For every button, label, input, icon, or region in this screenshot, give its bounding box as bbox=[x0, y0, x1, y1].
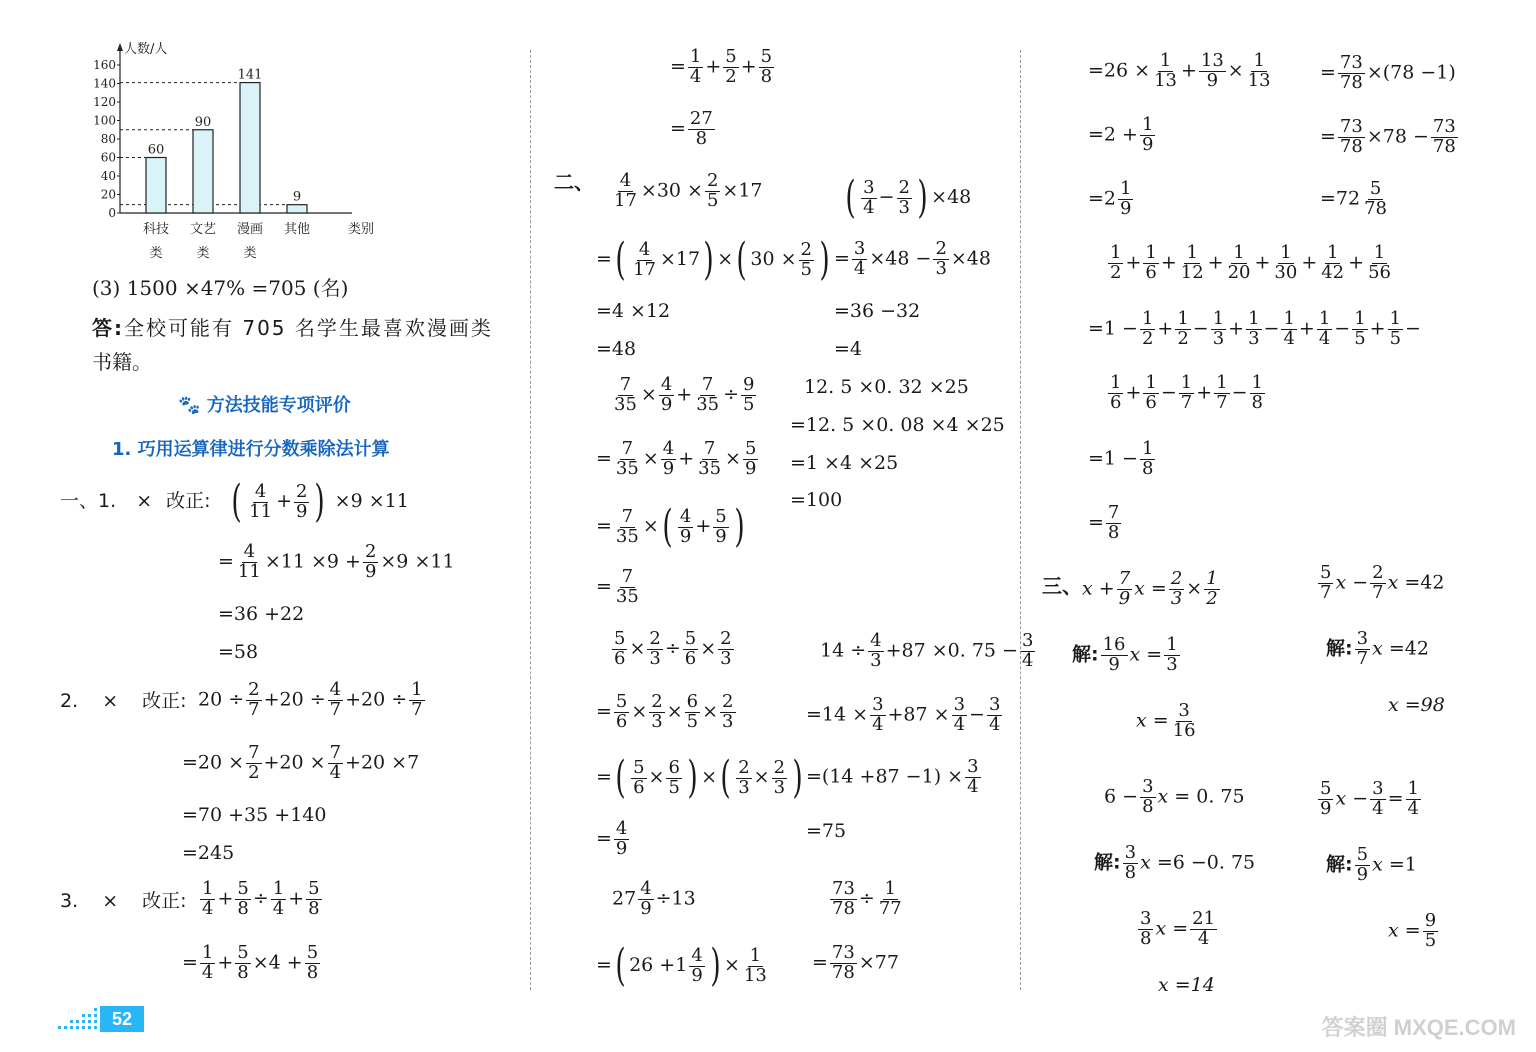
eq1: x + $\frac{7}{9}$ x = $\frac{2}{3}$ × $\frac{1}{2}$ bbox=[1082, 568, 1218, 609]
bar bbox=[240, 83, 260, 213]
eq3-step2: $\frac{3}{8}$ x = $\frac{21}{4}$ bbox=[1140, 908, 1216, 949]
q2h-expr: $\frac{73}{78}$ ÷ $\frac{1}{77}$ bbox=[832, 878, 902, 919]
eq3-rhs: = 0. 75 bbox=[1174, 785, 1245, 808]
category-label: 漫画 bbox=[236, 222, 264, 237]
q2e-step2: =( $\frac{5}{6}$ × $\frac{6}{5}$ ) ×( $\frac{2}{3}$ × $\frac{2}{3}$ ) bbox=[596, 752, 803, 803]
y-tick-label: 0 bbox=[108, 206, 116, 220]
problem-2-step3: =245 bbox=[182, 842, 235, 864]
q2b-expr: ( $\frac{3}{4}$ − $\frac{2}{3}$ ) ×48 bbox=[845, 172, 972, 223]
column-divider bbox=[1020, 50, 1021, 990]
q2f-step3: =75 bbox=[806, 820, 847, 842]
paw-icon: 🐾 bbox=[178, 395, 201, 416]
problem-1-expr: ( $\frac{4}{11}$ + $\frac{2}{9}$ ) ×9 ×11 bbox=[231, 476, 409, 527]
q2a-step1: =( $\frac{4}{17}$ ×17) ×( 30 × $\frac{2}{5}$ ) bbox=[596, 234, 830, 285]
page-number: 52 bbox=[100, 1006, 144, 1032]
category-label: 其他 bbox=[283, 222, 311, 237]
answer-line bbox=[92, 318, 493, 338]
eq3-step1: 解: $\frac{3}{8}$ x =6 −0. 75 bbox=[1094, 842, 1256, 883]
problem-2-step1: =20 × $\frac{7}{2}$ +20 × $\frac{7}{4}$ +20 ×7 bbox=[182, 742, 420, 783]
y-tick-label: 140 bbox=[93, 76, 116, 91]
category-label: 类 bbox=[243, 246, 257, 261]
y-tick-label: 160 bbox=[93, 58, 116, 72]
answer-line-2: 书籍。 bbox=[92, 350, 152, 374]
fix-label: 改正: bbox=[142, 890, 187, 912]
q2i-step1: =1 − $\frac{1}{2}$ + $\frac{1}{2}$ − $\frac{1}{3}$ + $\frac{1}{3}$ − $\frac{1}{4}$ + $\frac{1}{4}$ − $\frac{1}{5}$ + $\frac{1}{5}$ − bbox=[1088, 308, 1421, 349]
q2d-step3: =100 bbox=[790, 489, 843, 511]
data-label: 141 bbox=[237, 67, 263, 83]
column-divider bbox=[530, 50, 531, 990]
bar bbox=[146, 158, 166, 214]
y-tick-label: 80 bbox=[100, 132, 116, 146]
q2g-expr: 27 $\frac{4}{9}$ ÷13 bbox=[612, 878, 696, 919]
q2h-step1: = $\frac{73}{78}$ ×77 bbox=[812, 942, 899, 983]
problem-2-step2: =70 +35 +140 bbox=[182, 804, 327, 826]
page-dots-decoration bbox=[56, 1006, 98, 1032]
cont-step1: = $\frac{1}{4}$ + $\frac{5}{2}$ + $\frac{5}{8}$ bbox=[670, 46, 773, 87]
q2a-step2: =4 ×12 bbox=[596, 300, 671, 322]
q2b-step2: =36 −32 bbox=[834, 300, 921, 322]
q2e-step1: = $\frac{5}{6}$ × $\frac{2}{3}$ × $\frac{6}{5}$ × $\frac{2}{3}$ bbox=[596, 691, 734, 732]
eq4-step2: x = $\frac{9}{5}$ bbox=[1388, 910, 1437, 951]
y-tick-label: 40 bbox=[100, 169, 116, 183]
q2c-step1: = $\frac{7}{35}$ × $\frac{4}{9}$ + $\frac{7}{35}$ × $\frac{5}{9}$ bbox=[596, 438, 757, 479]
q2e-expr: $\frac{5}{6}$ × $\frac{2}{3}$ ÷ $\frac{5}{6}$ × $\frac{2}{3}$ bbox=[614, 628, 732, 669]
q2c-step3: = $\frac{7}{35}$ bbox=[596, 566, 639, 607]
q2g-step2: =26 × $\frac{1}{13}$ + $\frac{13}{9}$ × $\frac{1}{13}$ bbox=[1088, 50, 1271, 91]
answer-label: 答: bbox=[92, 316, 124, 340]
watermark: 答案圈 MXQE.COM bbox=[1321, 1015, 1516, 1040]
q2h-step4: =72 $\frac{5}{78}$ bbox=[1320, 178, 1388, 219]
problem-3-head bbox=[60, 892, 187, 911]
problem-3-expr: $\frac{1}{4}$ + $\frac{5}{8}$ ÷ $\frac{1}{4}$ + $\frac{5}{8}$ bbox=[202, 878, 320, 919]
eq3-step3: x =14 bbox=[1158, 974, 1215, 996]
problem-1-step2: =36 +22 bbox=[218, 603, 305, 625]
problem-3-step1: = $\frac{1}{4}$ + $\frac{5}{8}$ ×4 + $\frac{5}{8}$ bbox=[182, 942, 319, 983]
x-axis-label: 类别 bbox=[348, 222, 375, 237]
q2b-step1: = $\frac{3}{4}$ ×48 − $\frac{2}{3}$ ×48 bbox=[834, 238, 991, 279]
section-title bbox=[178, 397, 351, 415]
category-label: 科技 bbox=[142, 222, 170, 237]
section-title-text: 方法技能专项评价 bbox=[206, 395, 351, 416]
q2d-expr: 12. 5 ×0. 32 ×25 bbox=[804, 376, 969, 398]
solve-label: 解: bbox=[1072, 643, 1099, 666]
eq1-step1: 解: $\frac{16}{9}$ x = $\frac{1}{3}$ bbox=[1072, 634, 1178, 675]
bar bbox=[287, 205, 307, 213]
q2i-expr: $\frac{1}{2}$ + $\frac{1}{6}$ + $\frac{1}{12}$ + $\frac{1}{20}$ + $\frac{1}{30}$ + $\frac{1}{42}$ + $\frac{1}{56}$ bbox=[1110, 242, 1391, 283]
fix-label: 改正: bbox=[142, 690, 187, 712]
data-label: 9 bbox=[292, 189, 302, 205]
column-left bbox=[0, 0, 520, 1052]
eq2-step1: 解: $\frac{3}{7}$ x =42 bbox=[1326, 628, 1429, 669]
bar bbox=[193, 130, 213, 213]
y-axis-arrow bbox=[117, 43, 123, 51]
problem-2-expr: 20 ÷ $\frac{2}{7}$ +20 ÷ $\frac{4}{7}$ +20 ÷ $\frac{1}{7}$ bbox=[198, 679, 423, 720]
category-label: 文艺 bbox=[189, 222, 217, 237]
y-axis-label: 人数/人 bbox=[124, 42, 168, 57]
problem-1-step3: =58 bbox=[218, 641, 259, 663]
q2f-expr: 14 ÷ $\frac{4}{3}$ +87 ×0. 75 − $\frac{3}{4}$ bbox=[820, 630, 1034, 671]
q2i-step3: = $\frac{7}{8}$ bbox=[1088, 502, 1120, 543]
q2a-step3: =48 bbox=[596, 338, 637, 360]
q2h-step4-text: =72 bbox=[1320, 187, 1361, 210]
mark-wrong: × bbox=[136, 490, 153, 512]
eq1-step2: x = $\frac{3}{16}$ bbox=[1136, 700, 1196, 741]
y-tick-label: 60 bbox=[100, 150, 116, 165]
solve-label: 解: bbox=[1326, 637, 1353, 660]
category-label: 类 bbox=[196, 246, 210, 261]
q2h-step2-text: ×(78 −1) bbox=[1366, 61, 1456, 84]
q2a-expr: $\frac{4}{17}$ ×30 × $\frac{2}{5}$ ×17 bbox=[614, 170, 763, 211]
problem-1-label: 一、1. bbox=[60, 490, 117, 512]
mark-wrong: × bbox=[102, 890, 119, 912]
data-label: 90 bbox=[194, 114, 212, 130]
q2g-step4: =2 $\frac{1}{9}$ bbox=[1088, 178, 1132, 219]
q2f-step1: =14 × $\frac{3}{4}$ +87 × $\frac{3}{4}$ − $\frac{3}{4}$ bbox=[806, 694, 1001, 735]
section-3-label: 三、 bbox=[1042, 574, 1082, 598]
problem-1-step1: = $\frac{4}{11}$ ×11 ×9 + $\frac{2}{9}$ ×9 ×11 bbox=[218, 541, 455, 582]
q2c-step2: = $\frac{7}{35}$ ×( $\frac{4}{9}$ + $\frac{5}{9}$ ) bbox=[596, 501, 745, 552]
solve-label: 解: bbox=[1326, 853, 1353, 876]
q2g-step1: =( 26 +1 $\frac{4}{9}$ ) × $\frac{1}{13}$ bbox=[596, 940, 767, 991]
eq2-step2: x =98 bbox=[1388, 694, 1445, 716]
q2b-step3: =4 bbox=[834, 338, 863, 360]
subsection-title: 1. 巧用运算律进行分数乘除法计算 bbox=[112, 439, 390, 460]
q2f-step2-text: =(14 +87 −1) × bbox=[806, 765, 964, 788]
q2d-step2: =1 ×4 ×25 bbox=[790, 452, 899, 474]
problem-3-label: 3. bbox=[60, 890, 79, 912]
q2i-step2: =1 − $\frac{1}{8}$ bbox=[1088, 438, 1154, 479]
column-right bbox=[1030, 0, 1536, 1052]
eq3-step1-rhs: =6 −0. 75 bbox=[1156, 851, 1256, 874]
mark-wrong: × bbox=[102, 690, 119, 712]
cont-step2: = $\frac{27}{8}$ bbox=[670, 108, 713, 149]
problem-2-head bbox=[60, 692, 187, 711]
q2h-step2: = $\frac{73}{78}$ ×(78 −1) bbox=[1320, 52, 1456, 93]
eq4: $\frac{5}{9}$ x − $\frac{3}{4}$ = $\frac{1}{4}$ bbox=[1320, 778, 1419, 819]
q2c-expr: $\frac{7}{35}$ × $\frac{4}{9}$ + $\frac{7}{35}$ ÷ $\frac{9}{5}$ bbox=[614, 374, 755, 415]
q2f-step2: =(14 +87 −1) × $\frac{3}{4}$ bbox=[806, 756, 979, 797]
column-middle bbox=[540, 0, 1034, 1052]
problem-2-label: 2. bbox=[60, 690, 79, 712]
fix-label: 改正: bbox=[166, 490, 211, 512]
eq2: $\frac{5}{7}$ x − $\frac{2}{7}$ x =42 bbox=[1320, 562, 1445, 603]
section-2-label: 二、 bbox=[554, 170, 594, 194]
calc-line-3: (3) 1500 ×47% =705 (名) bbox=[92, 276, 349, 300]
bar-chart bbox=[80, 35, 460, 265]
q2e-step3: = $\frac{4}{9}$ bbox=[596, 818, 628, 859]
q2g-step3: =2 + $\frac{1}{9}$ bbox=[1088, 114, 1154, 155]
q2i-step1-cont: $\frac{1}{6}$ + $\frac{1}{6}$ − $\frac{1}{7}$ + $\frac{1}{7}$ − $\frac{1}{8}$ bbox=[1110, 372, 1263, 413]
eq2-step1-rhs: =42 bbox=[1388, 637, 1429, 660]
problem-1-head bbox=[60, 492, 211, 511]
y-tick-label: 100 bbox=[93, 113, 116, 128]
q2h-step3: = $\frac{73}{78}$ ×78 − $\frac{73}{78}$ bbox=[1320, 116, 1456, 157]
data-label: 60 bbox=[147, 142, 165, 158]
answer-text: 全校可能有 705 名学生最喜欢漫画类 bbox=[124, 316, 493, 340]
y-tick-label: 20 bbox=[100, 187, 116, 202]
solve-label: 解: bbox=[1094, 851, 1121, 874]
q2d-step1: =12. 5 ×0. 08 ×4 ×25 bbox=[790, 414, 1005, 436]
eq3: 6 − $\frac{3}{8}$ x = 0. 75 bbox=[1104, 776, 1245, 817]
y-tick-label: 120 bbox=[93, 95, 116, 109]
eq4-step1: 解: $\frac{5}{9}$ x =1 bbox=[1326, 844, 1417, 885]
category-label: 类 bbox=[149, 246, 163, 261]
